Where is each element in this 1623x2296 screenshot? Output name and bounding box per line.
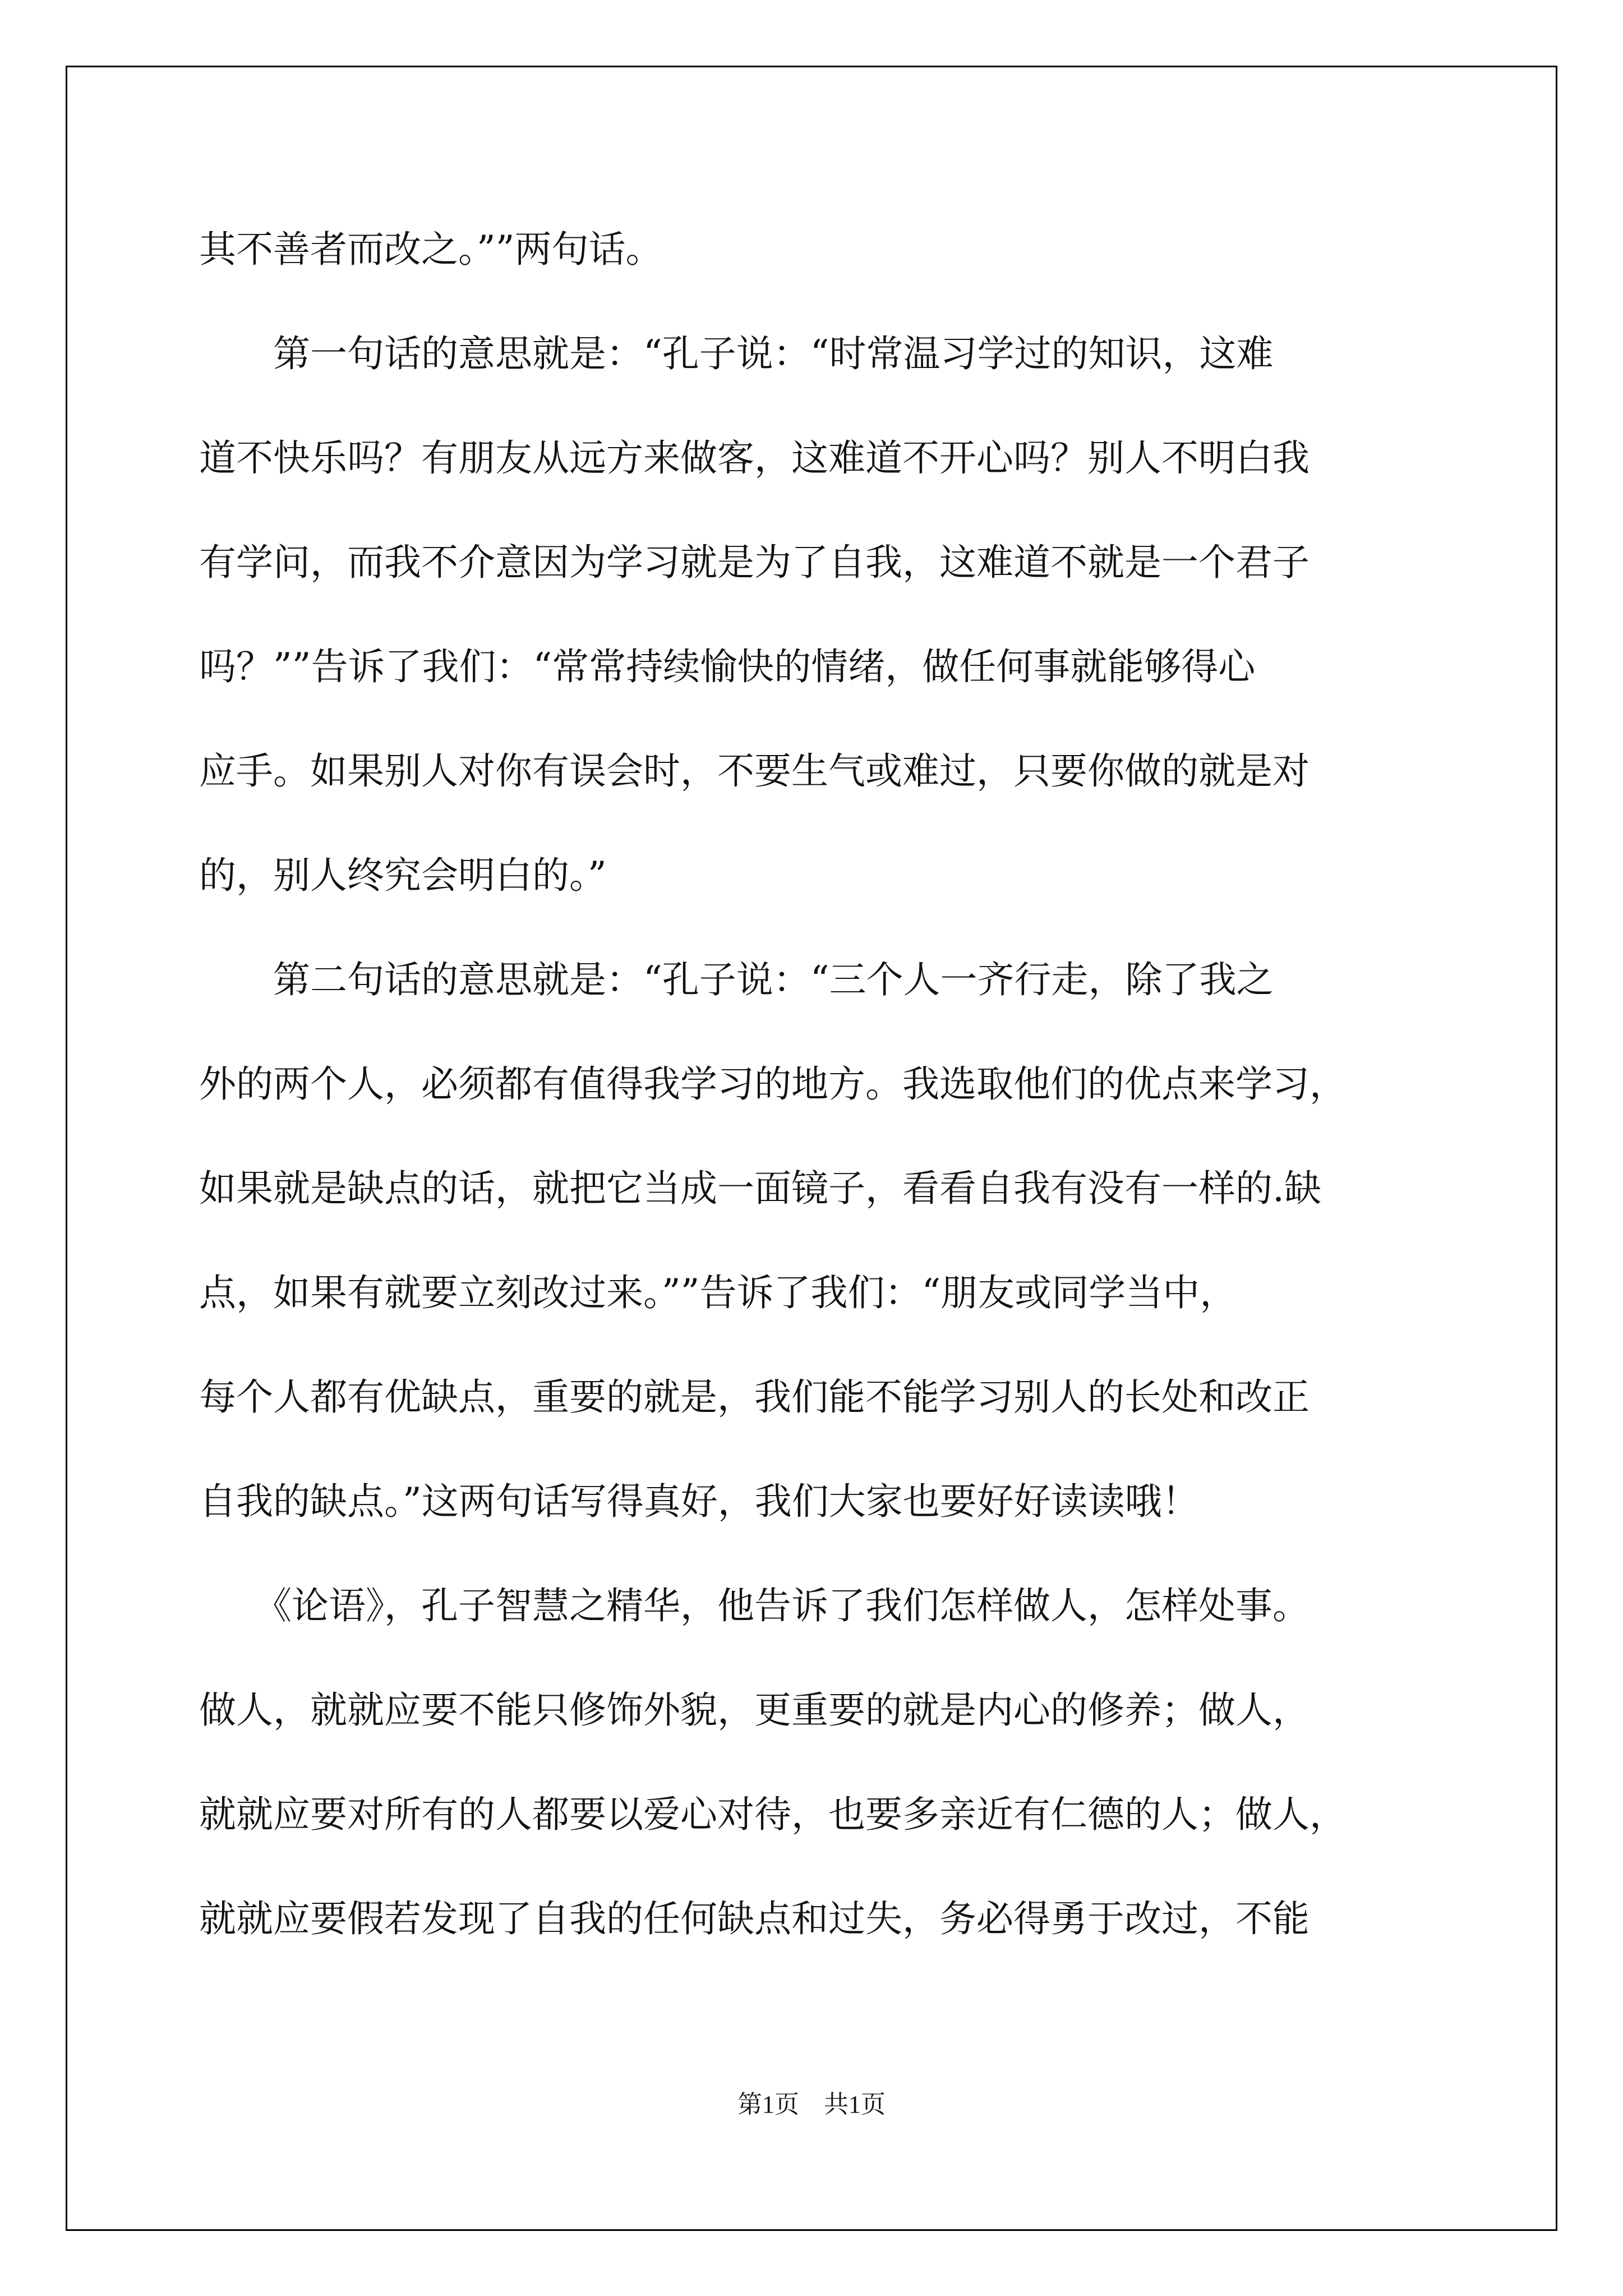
text-line: 第二句话的意思就是：“孔子说：“三个人一齐行走，除了我之 bbox=[199, 958, 1274, 1001]
text-line: 吗？””告诉了我们：“常常持续愉快的情绪，做任何事就能够得心 bbox=[199, 645, 1256, 688]
text-line: 如果就是缺点的话，就把它当成一面镜子，看看自我有没有一样的.缺 bbox=[199, 1167, 1321, 1210]
text-line: 道不快乐吗？有朋友从远方来做客，这难道不开心吗？别人不明白我 bbox=[199, 436, 1310, 480]
page-footer: 第1页 共1页 bbox=[737, 2091, 886, 2118]
text-line: 《论语》，孔子智慧之精华，他告诉了我们怎样做人，怎样处事。 bbox=[199, 1584, 1310, 1627]
text-line: 外的两个人，必须都有值得我学习的地方。我选取他们的优点来学习， bbox=[199, 1062, 1347, 1106]
text-line: 应手。如果别人对你有误会时，不要生气或难过，只要你做的就是对 bbox=[199, 749, 1310, 793]
text-line: 每个人都有优缺点，重要的就是，我们能不能学习别人的长处和改正 bbox=[199, 1375, 1310, 1419]
text-line: 其不善者而改之。””两句话。 bbox=[199, 228, 663, 271]
text-line: 做人，就就应要不能只修饰外貌，更重要的就是内心的修养；做人， bbox=[199, 1688, 1310, 1732]
text-line: 自我的缺点。”这两句话写得真好，我们大家也要好好读读哦！ bbox=[199, 1480, 1199, 1523]
text-line: 就就应要假若发现了自我的任何缺点和过失，务必得勇于改过，不能 bbox=[199, 1897, 1310, 1940]
text-line: 有学问，而我不介意因为学习就是为了自我，这难道不就是一个君子 bbox=[199, 541, 1310, 584]
text-line: 点，如果有就要立刻改过来。””告诉了我们：“朋友或同学当中， bbox=[199, 1271, 1237, 1314]
text-line: 的，别人终究会明白的。” bbox=[199, 854, 607, 897]
text-line: 就就应要对所有的人都要以爱心对待，也要多亲近有仁德的人；做人， bbox=[199, 1793, 1347, 1836]
text-line: 第一句话的意思就是：“孔子说：“时常温习学过的知识，这难 bbox=[199, 332, 1274, 375]
